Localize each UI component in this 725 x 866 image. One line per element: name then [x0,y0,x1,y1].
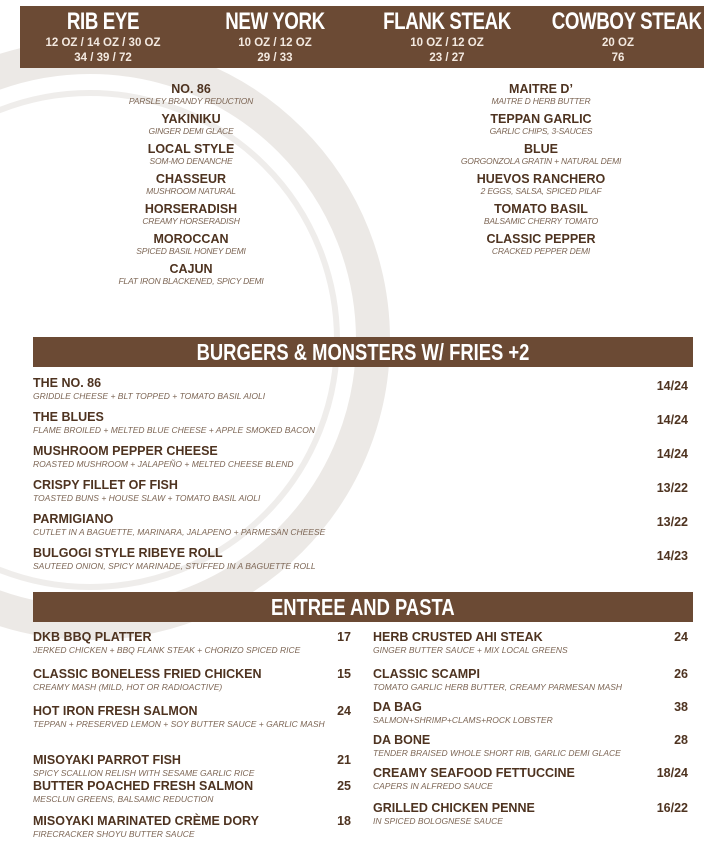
steak-prices: 34 / 39 / 72 [74,52,132,64]
sauce-desc: MAITRE D HERB BUTTER [491,96,591,106]
sauce-name: TEPPAN GARLIC [490,112,592,126]
item-price: 25 [337,779,351,793]
item-price: 18 [337,814,351,828]
sauce-name: HORSERADISH [144,202,238,216]
sauce-name: CLASSIC PEPPER [486,232,596,246]
burgers-section-title: BURGERS & MONSTERS W/ FRIES +2 [196,339,530,365]
steak-prices: 76 [611,52,625,64]
sauce-desc: MUSHROOM NATURAL [146,186,236,196]
item-desc: TOMATO GARLIC HERB BUTTER, CREAMY PARMESAN MASH [373,682,623,692]
item-price: 14/24 [656,379,688,393]
sauce-item [26,82,356,107]
steak-flank [362,6,532,66]
sauce-item [376,202,706,227]
list-item [373,667,688,696]
item-name: DKB BBQ PLATTER [33,630,152,644]
item-price: 14/24 [656,447,688,461]
sauce-desc: GORGONZOLA GRATIN + NATURAL DEMI [460,156,622,166]
steak-name: FLANK STEAK [383,8,511,35]
list-item [373,801,688,829]
item-price: 17 [337,630,351,644]
sauce-name: BLUE [523,142,559,156]
item-price: 24 [674,630,688,644]
list-item [373,630,688,663]
sauce-item [376,82,706,107]
item-name: THE NO. 86 [33,376,102,390]
item-price: 38 [674,700,688,714]
steak-weights: 12 OZ / 14 OZ / 30 OZ [45,37,161,49]
list-item [33,814,351,842]
entree-section-header [33,592,693,622]
list-item [33,376,688,410]
list-item [33,630,351,663]
sauce-name: CAJUN [169,262,213,276]
list-item [373,700,688,729]
sauce-desc: PARSLEY BRANDY REDUCTION [128,96,254,106]
item-price: 16/22 [656,801,688,815]
item-price: 26 [674,667,688,681]
steak-weights: 10 OZ / 12 OZ [238,37,312,49]
list-item [373,766,688,797]
item-name: BUTTER POACHED FRESH SALMON [33,779,254,793]
item-name: CRISPY FILLET OF FISH [33,478,178,492]
list-item [33,512,688,546]
item-name: HOT IRON FRESH SALMON [33,704,198,718]
item-desc: TENDER BRAISED WHOLE SHORT RIB, GARLIC DEMI GLACE [373,748,621,758]
steak-new-york [190,6,360,66]
sauce-item [376,142,706,167]
item-name: CREAMY SEAFOOD FETTUCCINE [373,766,575,780]
sauce-item [376,172,706,197]
item-name: HERB CRUSTED AHI STEAK [373,630,543,644]
item-price: 28 [674,733,688,747]
steak-rib-eye [18,6,188,66]
sauce-item [26,112,356,137]
sauce-name: MAITRE D’ [509,82,573,96]
steak-cowboy [533,6,703,66]
sauce-desc: CRACKED PEPPER DEMI [491,246,591,256]
sauce-name: CHASSEUR [155,172,227,186]
sauce-name: TOMATO BASIL [494,202,588,216]
sauces-left-column [26,82,356,292]
steak-weights: 20 OZ [602,37,634,49]
item-desc: SPICY SCALLION RELISH WITH SESAME GARLIC RICE [33,768,255,778]
steak-prices: 29 / 33 [257,52,293,64]
list-item [33,546,688,580]
item-desc: SALMON+SHRIMP+CLAMS+ROCK LOBSTER [373,715,553,725]
item-name: MUSHROOM PEPPER CHEESE [33,444,218,458]
sauce-name: LOCAL STYLE [147,142,235,156]
entree-section-title: ENTREE AND PASTA [271,594,455,620]
sauce-item [26,202,356,227]
list-item [33,478,688,512]
item-desc: IN SPICED BOLOGNESE SAUCE [373,816,503,826]
item-desc: CAPERS IN ALFREDO SAUCE [373,781,493,791]
sauce-desc: GARLIC CHIPS, 3-SAUCES [489,126,593,136]
item-name: CLASSIC BONELESS FRIED CHICKEN [33,667,262,681]
burgers-section-header [33,337,693,367]
sauce-item [376,112,706,137]
sauce-desc: GINGER DEMI GLACE [148,126,234,136]
steak-name: COWBOY STEAK [551,8,702,35]
item-price: 14/23 [656,549,688,563]
item-name: THE BLUES [33,410,104,424]
item-desc: CREAMY MASH (MILD, HOT OR RADIOACTIVE) [33,682,223,692]
item-desc: FIRECRACKER SHOYU BUTTER SAUCE [33,829,195,839]
item-desc: JERKED CHICKEN + BBQ FLANK STEAK + CHORIZO SPICED RICE [33,645,301,655]
sauce-item [26,142,356,167]
list-item [33,779,351,810]
entrees-left-column [33,630,351,846]
item-desc: FLAME BROILED + MELTED BLUE CHEESE + APPLE SMOKED BACON [33,425,315,435]
sauce-item [26,262,356,287]
item-price: 18/24 [656,766,688,780]
sauce-item [26,172,356,197]
burgers-list [33,376,688,580]
list-item [33,753,351,778]
sauce-desc: SOM-MO DENANCHE [149,156,233,166]
list-item [373,733,688,762]
sauce-name: NO. 86 [171,82,211,96]
sauce-desc: CREAMY HORSERADISH [142,216,240,226]
item-desc: MESCLUN GREENS, BALSAMIC REDUCTION [33,794,214,804]
item-name: CLASSIC SCAMPI [373,667,480,681]
item-desc: SAUTEED ONION, SPICY MARINADE, STUFFED IN A BAGUETTE ROLL [33,561,316,571]
item-price: 13/22 [656,515,688,529]
item-desc: GRIDDLE CHEESE + BLT TOPPED + TOMATO BASIL AIOLI [33,391,266,401]
list-item [33,444,688,478]
sauce-desc: SPICED BASIL HONEY DEMI [136,246,246,256]
item-name: MISOYAKI MARINATED CRÈME DORY [33,814,259,828]
steak-prices: 23 / 27 [429,52,465,64]
item-name: DA BAG [373,700,422,714]
item-desc: TOASTED BUNS + HOUSE SLAW + TOMATO BASIL AIOLI [33,493,261,503]
item-name: BULGOGI STYLE RIBEYE ROLL [33,546,223,560]
sauce-item [26,232,356,257]
item-desc: ROASTED MUSHROOM + JALAPEÑO + MELTED CHEESE BLEND [33,459,294,469]
item-name: PARMIGIANO [33,512,114,526]
list-item [33,667,351,700]
steak-header-band [20,6,704,68]
item-price: 13/22 [656,481,688,495]
list-item [33,410,688,444]
item-desc: TEPPAN + PRESERVED LEMON + SOY BUTTER SAUCE + GARLIC MASH [33,719,325,729]
sauce-item [376,232,706,257]
entrees-right-column [373,630,688,833]
sauce-desc: FLAT IRON BLACKENED, SPICY DEMI [118,276,264,286]
list-item [33,704,351,749]
steak-name: NEW YORK [225,8,325,35]
item-desc: CUTLET IN A BAGUETTE, MARINARA, JALAPENO + PARMESAN CHEESE [33,527,326,537]
item-desc: GINGER BUTTER SAUCE + MIX LOCAL GREENS [373,645,568,655]
item-price: 21 [337,753,351,767]
item-price: 14/24 [656,413,688,427]
steak-name: RIB EYE [66,8,140,35]
item-price: 24 [337,704,351,718]
sauces-right-column [376,82,706,262]
steak-weights: 10 OZ / 12 OZ [410,37,484,49]
sauce-desc: 2 EGGS, SALSA, SPICED PILAF [480,186,602,196]
item-name: MISOYAKI PARROT FISH [33,753,181,767]
item-name: DA BONE [373,733,431,747]
sauce-name: HUEVOS RANCHERO [476,172,606,186]
sauce-desc: BALSAMIC CHERRY TOMATO [483,216,599,226]
sauce-name: MOROCCAN [153,232,229,246]
sauce-name: YAKINIKU [161,112,221,126]
item-name: GRILLED CHICKEN PENNE [373,801,535,815]
item-price: 15 [337,667,351,681]
